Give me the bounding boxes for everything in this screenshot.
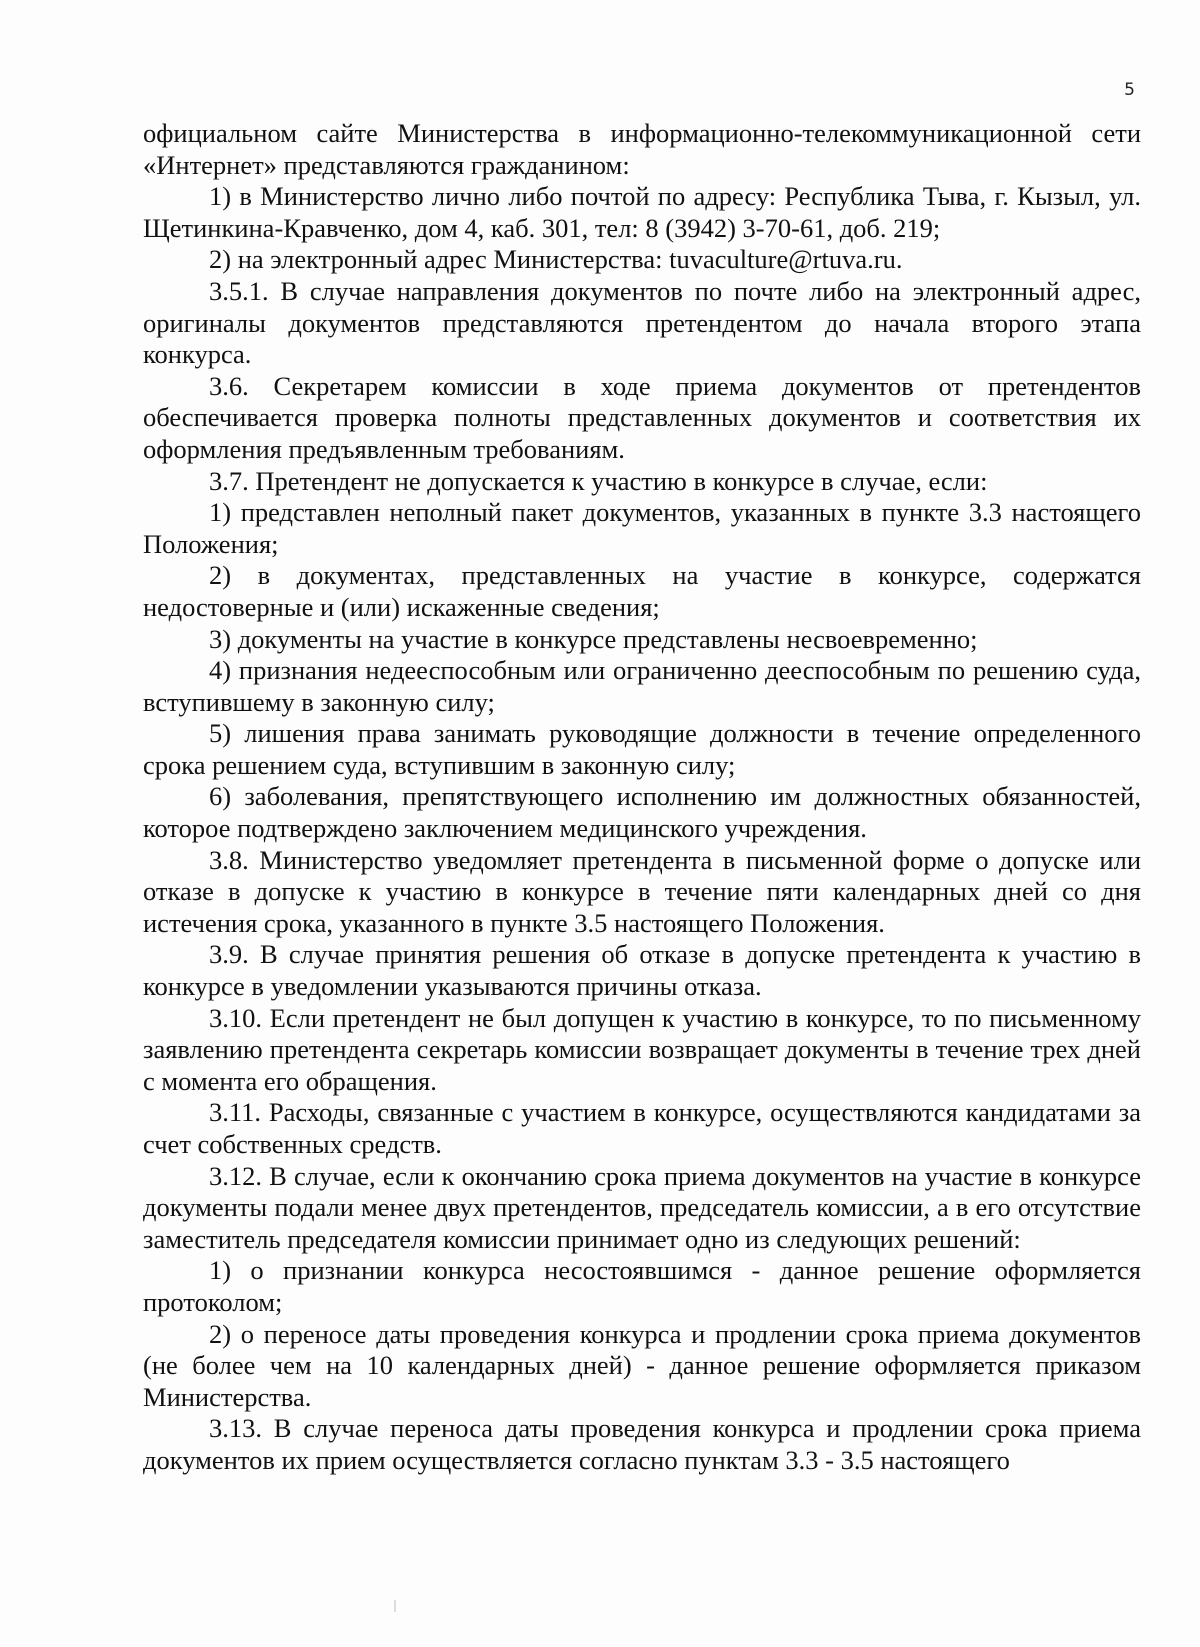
paragraph-clause: 3.8. Министерство уведомляет претендента в письменной форме о допуске или отказе в допуске к участию в конкурсе в течение пяти календарных дней со дня истечения срока, указанного в пункте 3.5 настоящего Положения. [143, 844, 1141, 938]
paragraph-list-item: 2) на электронный адрес Министерства: tuvaculture@rtuva.ru. [209, 244, 903, 275]
document-body [143, 118, 1141, 1477]
paragraph-list-item: 5) лишения права занимать руководящие должности в течение определенного срока решением суда, вступившим в законную силу; [143, 718, 1141, 780]
paragraph-clause: 3.6. Секретарем комиссии в ходе приема документов от претендентов обеспечивается проверка полноты представленных документов и соответствия их оформления предъявленным требованиям. [143, 370, 1141, 464]
paragraph-list-item: 3) документы на участие в конкурсе представлены несвоевременно; [209, 623, 978, 654]
paragraph-clause: 3.13. В случае переноса даты проведения конкурса и продлении срока приема документов их прием осуществляется согласно пунктам 3.3 - 3.5 настоящего [143, 1413, 1141, 1475]
paragraph-list-item: 1) в Министерство лично либо почтой по адресу: Республика Тыва, г. Кызыл, ул. Щетинкина-Кравченко, дом 4, каб. 301, тел: 8 (3942) 3-70-61, доб. 219; [143, 181, 1141, 243]
paragraph-list-item: 2) о переносе даты проведения конкурса и продлении срока приема документов (не более чем на 10 календарных дней) - данное решение оформляется приказом Министерства. [143, 1318, 1141, 1412]
paragraph-list-item: 4) признания недееспособным или ограниченно дееспособным по решению суда, вступившему в законную силу; [143, 655, 1141, 717]
paragraph-clause: 3.11. Расходы, связанные с участием в конкурсе, осуществляются кандидатами за счет собственных средств. [143, 1097, 1141, 1159]
paragraph-clause: 3.10. Если претендент не был допущен к участию в конкурсе, то по письменному заявлению претендента секретарь комиссии возвращает документы в течение трех дней с момента его обращения. [143, 1002, 1141, 1096]
paragraph-list-item: 1) представлен неполный пакет документов, указанных в пункте 3.3 настоящего Положения; [143, 497, 1141, 559]
paragraph-clause: 3.7. Претендент не допускается к участию в конкурсе в случае, если: [209, 465, 988, 496]
scan-artifact [394, 1600, 396, 1612]
page-number: 5 [1124, 80, 1135, 100]
paragraph-list-item: 1) о признании конкурса несостоявшимся - данное решение оформляется протоколом; [143, 1255, 1141, 1317]
paragraph-list-item: 6) заболевания, препятствующего исполнению им должностных обязанностей, которое подтверждено заключением медицинского учреждения. [143, 781, 1141, 844]
paragraph-list-item: 2) в документах, представленных на участие в конкурсе, содержатся недостоверные и (или) искаженные сведения; [143, 560, 1141, 622]
paragraph-clause: 3.5.1. В случае направления документов по почте либо на электронный адрес, оригиналы документов представляются претендентом до начала второго этапа конкурса. [143, 275, 1141, 370]
paragraph-continuation: официальном сайте Министерства в информационно-телекоммуникационной сети «Интернет» представляются гражданином: [143, 118, 1141, 180]
paragraph-clause: 3.12. В случае, если к окончанию срока приема документов на участие в конкурсе документы подали менее двух претендентов, председатель комиссии, а в его отсутствие заместитель председателя комиссии принимает одно из следующих решений: [143, 1160, 1141, 1254]
paragraph-clause: 3.9. В случае принятия решения об отказе в допуске претендента к участию в конкурсе в уведомлении указываются причины отказа. [143, 939, 1141, 1002]
